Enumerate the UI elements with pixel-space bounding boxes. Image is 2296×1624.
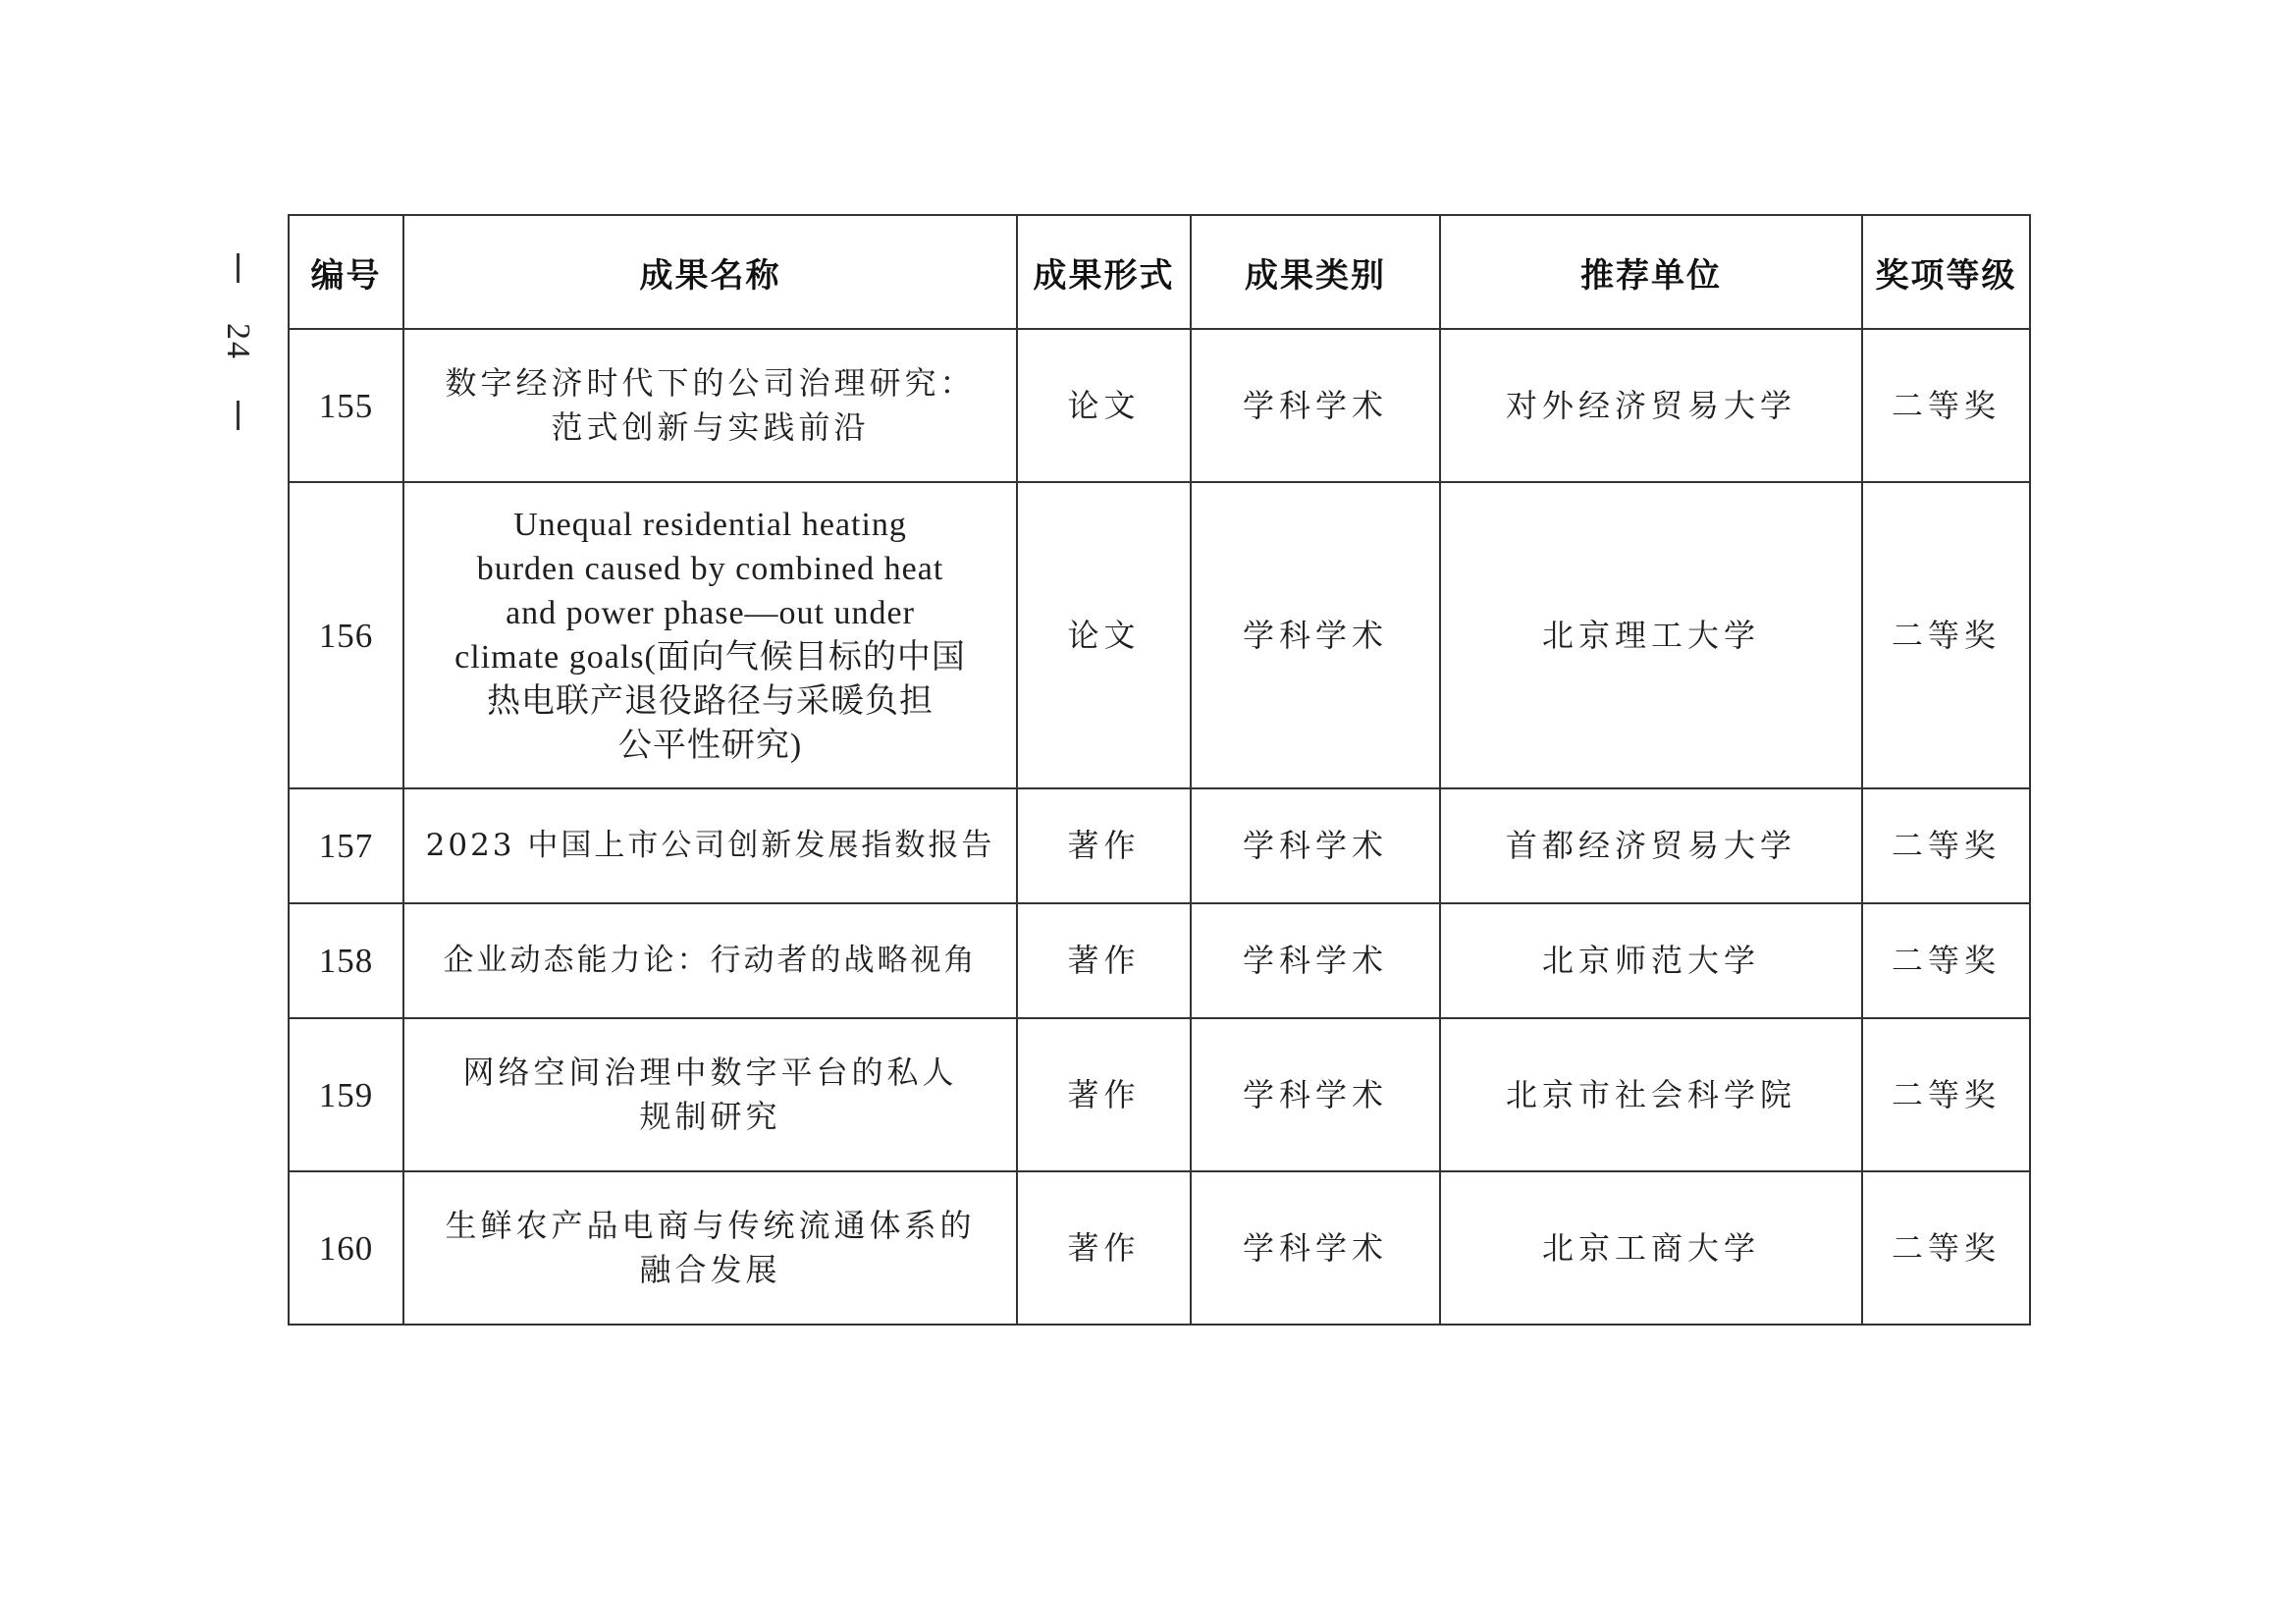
- header-id: 编号: [289, 215, 403, 329]
- header-level: 奖项等级: [1862, 215, 2030, 329]
- page-number-dash-top: [237, 253, 240, 283]
- cell-category: 学科学术: [1191, 903, 1440, 1018]
- cell-level: 二等奖: [1862, 1171, 2030, 1325]
- cell-level: 二等奖: [1862, 329, 2030, 482]
- cell-id: 159: [289, 1018, 403, 1171]
- cell-level: 二等奖: [1862, 788, 2030, 903]
- cell-title: 企业动态能力论：行动者的战略视角: [403, 903, 1017, 1018]
- cell-category: 学科学术: [1191, 788, 1440, 903]
- cell-title: 生鲜农产品电商与传统流通体系的 融合发展: [403, 1171, 1017, 1325]
- cell-unit: 北京理工大学: [1440, 482, 1862, 788]
- cell-category: 学科学术: [1191, 329, 1440, 482]
- cell-level: 二等奖: [1862, 903, 2030, 1018]
- awards-table: [288, 214, 2031, 1326]
- table-header-row: [289, 215, 2030, 329]
- cell-unit: 首都经济贸易大学: [1440, 788, 1862, 903]
- table-row: [289, 788, 2030, 903]
- cell-category: 学科学术: [1191, 1171, 1440, 1325]
- cell-unit: 北京师范大学: [1440, 903, 1862, 1018]
- cell-id: 156: [289, 482, 403, 788]
- page-number: [208, 253, 267, 430]
- table-row: [289, 1018, 2030, 1171]
- cell-form: 论文: [1017, 482, 1191, 788]
- cell-form: 著作: [1017, 1018, 1191, 1171]
- cell-title: 网络空间治理中数字平台的私人 规制研究: [403, 1018, 1017, 1171]
- cell-unit: 北京工商大学: [1440, 1171, 1862, 1325]
- cell-form: 论文: [1017, 329, 1191, 482]
- header-form: 成果形式: [1017, 215, 1191, 329]
- cell-title: 2023 中国上市公司创新发展指数报告: [403, 788, 1017, 903]
- table-row: [289, 329, 2030, 482]
- cell-id: 158: [289, 903, 403, 1018]
- cell-id: 157: [289, 788, 403, 903]
- cell-title: 数字经济时代下的公司治理研究： 范式创新与实践前沿: [403, 329, 1017, 482]
- header-unit: 推荐单位: [1440, 215, 1862, 329]
- header-category: 成果类别: [1191, 215, 1440, 329]
- page-number-text: 24: [220, 323, 256, 360]
- cell-id: 155: [289, 329, 403, 482]
- cell-title: Unequal residential heating burden caused by combined heat and power phase—out under climate goals(面向气候目标的中国 热电联产退役路径与采暖负担 公平性研究): [403, 482, 1017, 788]
- cell-level: 二等奖: [1862, 482, 2030, 788]
- page-number-dash-bottom: [237, 401, 240, 430]
- header-title: 成果名称: [403, 215, 1017, 329]
- cell-category: 学科学术: [1191, 482, 1440, 788]
- table-row: [289, 482, 2030, 788]
- cell-form: 著作: [1017, 1171, 1191, 1325]
- cell-unit: 对外经济贸易大学: [1440, 329, 1862, 482]
- cell-id: 160: [289, 1171, 403, 1325]
- cell-form: 著作: [1017, 788, 1191, 903]
- table-row: [289, 903, 2030, 1018]
- cell-category: 学科学术: [1191, 1018, 1440, 1171]
- table-row: [289, 1171, 2030, 1325]
- cell-unit: 北京市社会科学院: [1440, 1018, 1862, 1171]
- cell-level: 二等奖: [1862, 1018, 2030, 1171]
- cell-form: 著作: [1017, 903, 1191, 1018]
